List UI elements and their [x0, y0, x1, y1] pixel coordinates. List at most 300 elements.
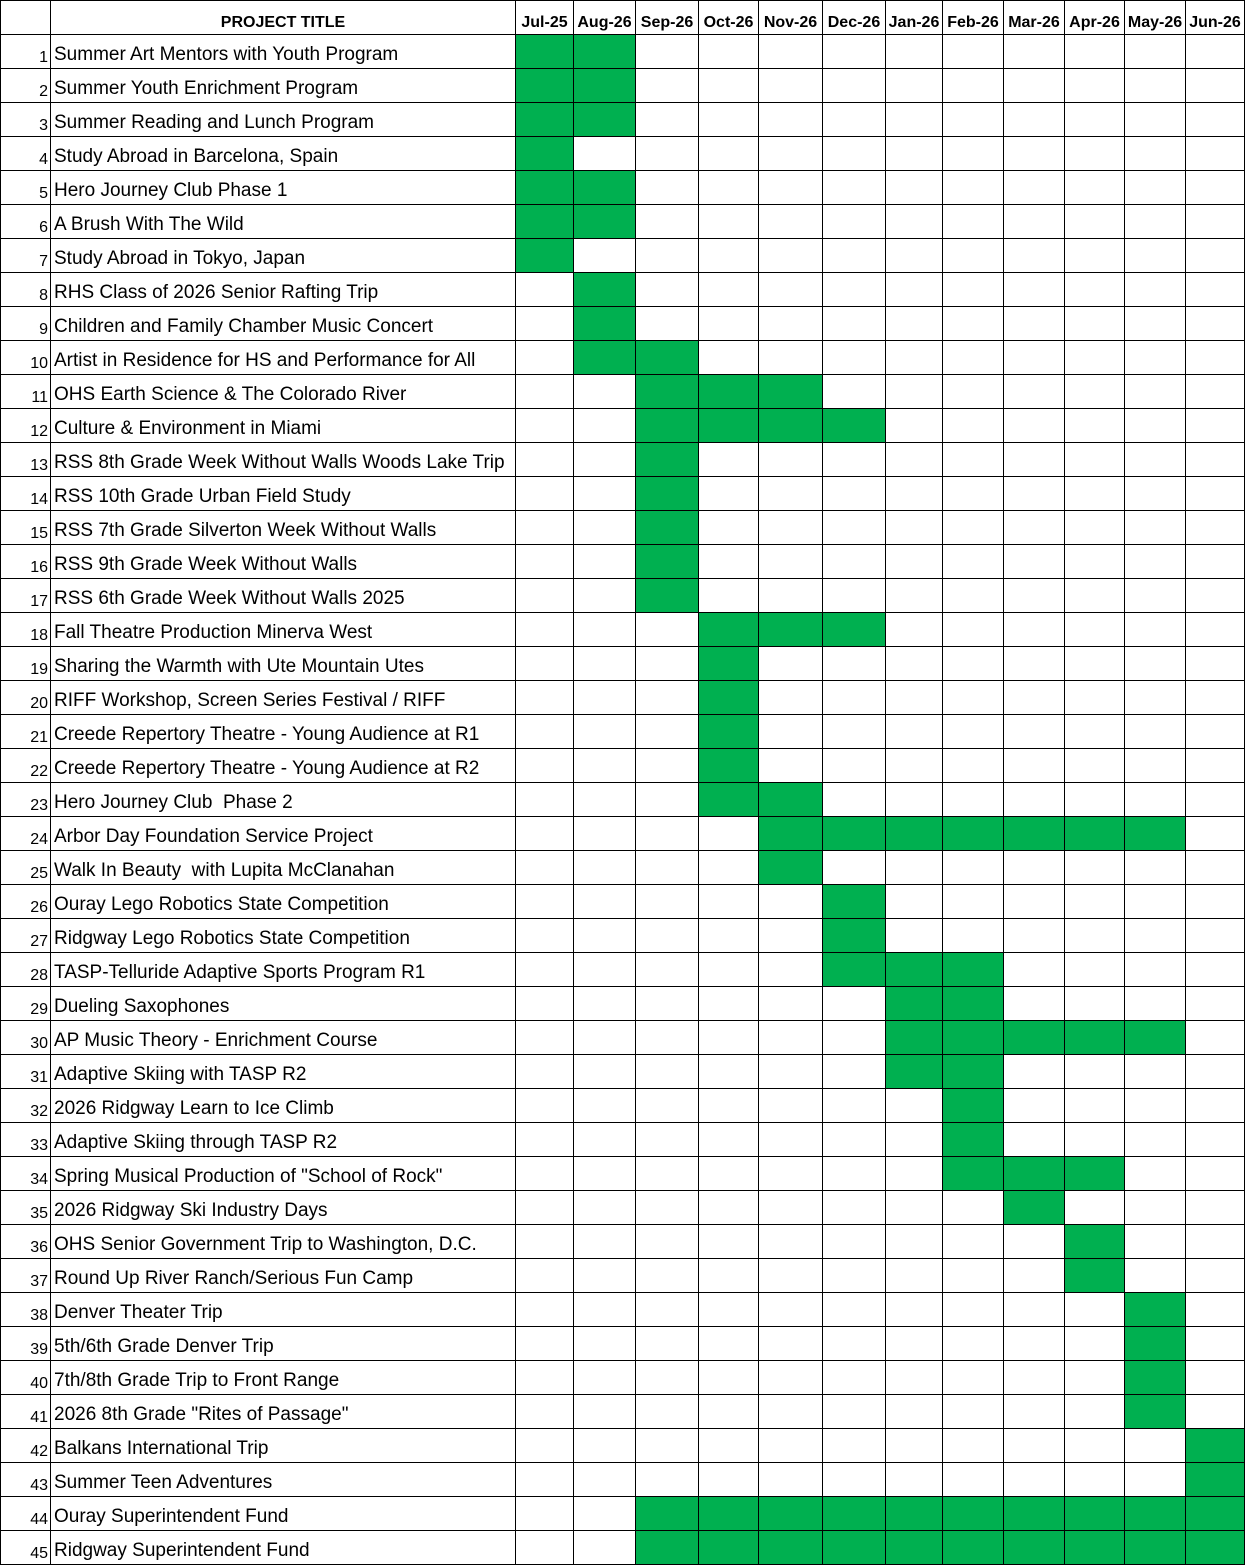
- timeline-cell-active[interactable]: [759, 783, 823, 817]
- timeline-cell[interactable]: [1065, 681, 1125, 715]
- timeline-cell[interactable]: [574, 1429, 636, 1463]
- timeline-cell[interactable]: [823, 171, 886, 205]
- timeline-cell[interactable]: [886, 273, 943, 307]
- timeline-cell[interactable]: [699, 69, 759, 103]
- timeline-cell[interactable]: [516, 715, 574, 749]
- timeline-cell[interactable]: [636, 205, 699, 239]
- timeline-cell[interactable]: [574, 1395, 636, 1429]
- timeline-cell[interactable]: [759, 1429, 823, 1463]
- timeline-cell[interactable]: [943, 783, 1004, 817]
- timeline-cell[interactable]: [1186, 103, 1245, 137]
- timeline-cell[interactable]: [516, 613, 574, 647]
- timeline-cell[interactable]: [574, 647, 636, 681]
- timeline-cell-active[interactable]: [1065, 817, 1125, 851]
- timeline-cell[interactable]: [1004, 1395, 1065, 1429]
- timeline-cell[interactable]: [759, 69, 823, 103]
- timeline-cell[interactable]: [1186, 1157, 1245, 1191]
- row-number[interactable]: 8: [0, 273, 51, 307]
- row-number[interactable]: 43: [0, 1463, 51, 1497]
- timeline-cell[interactable]: [759, 579, 823, 613]
- timeline-cell[interactable]: [886, 579, 943, 613]
- row-number[interactable]: 7: [0, 239, 51, 273]
- timeline-cell[interactable]: [823, 1293, 886, 1327]
- timeline-cell[interactable]: [516, 1123, 574, 1157]
- timeline-cell[interactable]: [1186, 171, 1245, 205]
- timeline-cell[interactable]: [886, 783, 943, 817]
- timeline-cell[interactable]: [574, 239, 636, 273]
- timeline-cell-active[interactable]: [943, 987, 1004, 1021]
- timeline-cell[interactable]: [1186, 1089, 1245, 1123]
- timeline-cell[interactable]: [574, 375, 636, 409]
- timeline-cell[interactable]: [699, 987, 759, 1021]
- timeline-cell[interactable]: [636, 681, 699, 715]
- project-title-cell[interactable]: Balkans International Trip: [51, 1429, 516, 1463]
- timeline-cell[interactable]: [1004, 1463, 1065, 1497]
- project-title-cell[interactable]: Fall Theatre Production Minerva West: [51, 613, 516, 647]
- timeline-cell[interactable]: [1004, 443, 1065, 477]
- timeline-cell[interactable]: [886, 1191, 943, 1225]
- timeline-cell[interactable]: [516, 341, 574, 375]
- timeline-cell[interactable]: [699, 443, 759, 477]
- timeline-cell-active[interactable]: [516, 137, 574, 171]
- timeline-cell[interactable]: [516, 1021, 574, 1055]
- timeline-cell[interactable]: [574, 511, 636, 545]
- timeline-cell-active[interactable]: [699, 1531, 759, 1565]
- timeline-cell[interactable]: [943, 103, 1004, 137]
- timeline-cell[interactable]: [886, 681, 943, 715]
- timeline-cell[interactable]: [1125, 579, 1186, 613]
- timeline-cell[interactable]: [574, 1157, 636, 1191]
- timeline-cell-active[interactable]: [636, 375, 699, 409]
- timeline-cell-active[interactable]: [636, 1531, 699, 1565]
- month-header[interactable]: Jan-26: [886, 0, 943, 35]
- timeline-cell[interactable]: [823, 511, 886, 545]
- project-title-cell[interactable]: Hero Journey Club Phase 2: [51, 783, 516, 817]
- timeline-cell[interactable]: [1065, 1327, 1125, 1361]
- timeline-cell[interactable]: [823, 647, 886, 681]
- timeline-cell[interactable]: [823, 239, 886, 273]
- timeline-cell[interactable]: [636, 783, 699, 817]
- timeline-cell-active[interactable]: [516, 69, 574, 103]
- project-title-cell[interactable]: Sharing the Warmth with Ute Mountain Utes: [51, 647, 516, 681]
- timeline-cell[interactable]: [1125, 919, 1186, 953]
- timeline-cell[interactable]: [823, 1225, 886, 1259]
- timeline-cell-active[interactable]: [636, 545, 699, 579]
- timeline-cell[interactable]: [1004, 239, 1065, 273]
- timeline-cell[interactable]: [1125, 647, 1186, 681]
- timeline-cell-active[interactable]: [1125, 1021, 1186, 1055]
- timeline-cell[interactable]: [823, 273, 886, 307]
- project-title-cell[interactable]: Ridgway Superintendent Fund: [51, 1531, 516, 1565]
- timeline-cell[interactable]: [886, 477, 943, 511]
- timeline-cell-active[interactable]: [943, 1497, 1004, 1531]
- timeline-cell-active[interactable]: [636, 477, 699, 511]
- timeline-cell[interactable]: [699, 477, 759, 511]
- timeline-cell[interactable]: [1065, 1463, 1125, 1497]
- row-number[interactable]: 3: [0, 103, 51, 137]
- timeline-cell[interactable]: [886, 715, 943, 749]
- timeline-cell[interactable]: [1125, 1429, 1186, 1463]
- timeline-cell[interactable]: [636, 69, 699, 103]
- timeline-cell[interactable]: [759, 1395, 823, 1429]
- timeline-cell[interactable]: [1186, 307, 1245, 341]
- timeline-cell[interactable]: [1186, 1021, 1245, 1055]
- timeline-cell[interactable]: [823, 579, 886, 613]
- timeline-cell[interactable]: [699, 817, 759, 851]
- row-number[interactable]: 19: [0, 647, 51, 681]
- project-title-cell[interactable]: OHS Earth Science & The Colorado River: [51, 375, 516, 409]
- timeline-cell-active[interactable]: [636, 511, 699, 545]
- timeline-cell[interactable]: [886, 171, 943, 205]
- timeline-cell-active[interactable]: [823, 919, 886, 953]
- timeline-cell[interactable]: [574, 1463, 636, 1497]
- timeline-cell[interactable]: [699, 1191, 759, 1225]
- timeline-cell[interactable]: [943, 307, 1004, 341]
- timeline-cell[interactable]: [886, 239, 943, 273]
- row-number[interactable]: 23: [0, 783, 51, 817]
- timeline-cell[interactable]: [516, 647, 574, 681]
- timeline-cell[interactable]: [1125, 205, 1186, 239]
- timeline-cell-active[interactable]: [1125, 817, 1186, 851]
- timeline-cell[interactable]: [823, 851, 886, 885]
- timeline-cell[interactable]: [943, 715, 1004, 749]
- timeline-cell[interactable]: [516, 851, 574, 885]
- timeline-cell[interactable]: [1065, 273, 1125, 307]
- timeline-cell[interactable]: [699, 1089, 759, 1123]
- timeline-cell[interactable]: [823, 987, 886, 1021]
- timeline-cell[interactable]: [699, 35, 759, 69]
- timeline-cell-active[interactable]: [636, 341, 699, 375]
- timeline-cell[interactable]: [516, 1395, 574, 1429]
- timeline-cell[interactable]: [574, 919, 636, 953]
- timeline-cell[interactable]: [1004, 1361, 1065, 1395]
- row-number[interactable]: 22: [0, 749, 51, 783]
- timeline-cell-active[interactable]: [516, 171, 574, 205]
- timeline-cell[interactable]: [636, 817, 699, 851]
- timeline-cell-active[interactable]: [574, 205, 636, 239]
- timeline-cell[interactable]: [1004, 1055, 1065, 1089]
- timeline-cell[interactable]: [516, 1055, 574, 1089]
- timeline-cell[interactable]: [574, 1497, 636, 1531]
- timeline-cell[interactable]: [574, 953, 636, 987]
- timeline-cell[interactable]: [886, 1463, 943, 1497]
- timeline-cell[interactable]: [886, 1361, 943, 1395]
- timeline-cell[interactable]: [516, 1089, 574, 1123]
- timeline-cell-active[interactable]: [759, 851, 823, 885]
- timeline-cell[interactable]: [886, 1395, 943, 1429]
- timeline-cell-active[interactable]: [1004, 1021, 1065, 1055]
- project-title-cell[interactable]: A Brush With The Wild: [51, 205, 516, 239]
- timeline-cell-active[interactable]: [823, 1531, 886, 1565]
- timeline-cell[interactable]: [516, 409, 574, 443]
- timeline-cell[interactable]: [943, 35, 1004, 69]
- timeline-cell[interactable]: [516, 1293, 574, 1327]
- row-number[interactable]: 18: [0, 613, 51, 647]
- timeline-cell[interactable]: [1186, 647, 1245, 681]
- timeline-cell[interactable]: [759, 239, 823, 273]
- timeline-cell[interactable]: [886, 205, 943, 239]
- timeline-cell[interactable]: [823, 69, 886, 103]
- timeline-cell[interactable]: [516, 545, 574, 579]
- row-number[interactable]: 6: [0, 205, 51, 239]
- timeline-cell[interactable]: [636, 749, 699, 783]
- timeline-cell[interactable]: [943, 273, 1004, 307]
- project-title-cell[interactable]: Adaptive Skiing with TASP R2: [51, 1055, 516, 1089]
- timeline-cell-active[interactable]: [516, 35, 574, 69]
- month-header[interactable]: Jun-26: [1186, 0, 1245, 35]
- project-title-cell[interactable]: Ouray Superintendent Fund: [51, 1497, 516, 1531]
- timeline-cell[interactable]: [636, 885, 699, 919]
- timeline-cell[interactable]: [1004, 205, 1065, 239]
- timeline-cell[interactable]: [759, 681, 823, 715]
- row-number[interactable]: 35: [0, 1191, 51, 1225]
- project-title-cell[interactable]: RSS 9th Grade Week Without Walls: [51, 545, 516, 579]
- timeline-cell[interactable]: [699, 885, 759, 919]
- timeline-cell[interactable]: [886, 1259, 943, 1293]
- timeline-cell[interactable]: [823, 1191, 886, 1225]
- timeline-cell[interactable]: [699, 1293, 759, 1327]
- timeline-cell[interactable]: [699, 341, 759, 375]
- timeline-cell[interactable]: [1065, 851, 1125, 885]
- project-title-cell[interactable]: RSS 6th Grade Week Without Walls 2025: [51, 579, 516, 613]
- timeline-cell-active[interactable]: [759, 409, 823, 443]
- timeline-cell[interactable]: [1065, 783, 1125, 817]
- timeline-cell[interactable]: [943, 647, 1004, 681]
- timeline-cell[interactable]: [1065, 69, 1125, 103]
- timeline-cell[interactable]: [886, 1089, 943, 1123]
- timeline-cell[interactable]: [636, 1259, 699, 1293]
- timeline-cell[interactable]: [1004, 307, 1065, 341]
- timeline-cell[interactable]: [636, 1225, 699, 1259]
- timeline-cell[interactable]: [574, 545, 636, 579]
- timeline-cell[interactable]: [886, 69, 943, 103]
- timeline-cell[interactable]: [636, 103, 699, 137]
- timeline-cell[interactable]: [1065, 341, 1125, 375]
- timeline-cell[interactable]: [1004, 1293, 1065, 1327]
- timeline-cell[interactable]: [886, 851, 943, 885]
- timeline-cell[interactable]: [699, 137, 759, 171]
- timeline-cell[interactable]: [1186, 1395, 1245, 1429]
- timeline-cell[interactable]: [574, 851, 636, 885]
- row-number[interactable]: 10: [0, 341, 51, 375]
- timeline-cell[interactable]: [1065, 885, 1125, 919]
- timeline-cell[interactable]: [823, 545, 886, 579]
- timeline-cell[interactable]: [1065, 987, 1125, 1021]
- timeline-cell[interactable]: [943, 1293, 1004, 1327]
- timeline-cell[interactable]: [759, 545, 823, 579]
- timeline-cell[interactable]: [943, 443, 1004, 477]
- timeline-cell[interactable]: [1186, 919, 1245, 953]
- timeline-cell[interactable]: [1065, 1123, 1125, 1157]
- timeline-cell[interactable]: [1186, 511, 1245, 545]
- timeline-cell[interactable]: [516, 1191, 574, 1225]
- timeline-cell[interactable]: [574, 1021, 636, 1055]
- timeline-cell-active[interactable]: [886, 817, 943, 851]
- timeline-cell[interactable]: [1125, 69, 1186, 103]
- timeline-cell[interactable]: [1186, 1293, 1245, 1327]
- timeline-cell[interactable]: [1004, 613, 1065, 647]
- timeline-cell[interactable]: [943, 1361, 1004, 1395]
- timeline-cell-active[interactable]: [636, 409, 699, 443]
- timeline-cell[interactable]: [943, 579, 1004, 613]
- timeline-cell[interactable]: [1186, 613, 1245, 647]
- timeline-cell[interactable]: [823, 35, 886, 69]
- timeline-cell[interactable]: [943, 1191, 1004, 1225]
- timeline-cell[interactable]: [823, 443, 886, 477]
- timeline-cell[interactable]: [516, 817, 574, 851]
- timeline-cell[interactable]: [1186, 341, 1245, 375]
- row-number[interactable]: 20: [0, 681, 51, 715]
- timeline-cell-active[interactable]: [943, 1157, 1004, 1191]
- timeline-cell[interactable]: [759, 885, 823, 919]
- row-number[interactable]: 27: [0, 919, 51, 953]
- row-number[interactable]: 16: [0, 545, 51, 579]
- timeline-cell[interactable]: [1065, 1395, 1125, 1429]
- timeline-cell[interactable]: [1004, 273, 1065, 307]
- timeline-cell[interactable]: [1065, 749, 1125, 783]
- timeline-cell[interactable]: [574, 1361, 636, 1395]
- timeline-cell[interactable]: [759, 1089, 823, 1123]
- row-number[interactable]: 45: [0, 1531, 51, 1565]
- timeline-cell[interactable]: [759, 103, 823, 137]
- timeline-cell[interactable]: [759, 1293, 823, 1327]
- timeline-cell[interactable]: [1186, 885, 1245, 919]
- timeline-cell[interactable]: [636, 1395, 699, 1429]
- timeline-cell[interactable]: [1125, 273, 1186, 307]
- timeline-cell-active[interactable]: [943, 1531, 1004, 1565]
- project-title-cell[interactable]: Creede Repertory Theatre - Young Audience at R2: [51, 749, 516, 783]
- timeline-cell[interactable]: [516, 919, 574, 953]
- timeline-cell[interactable]: [516, 1361, 574, 1395]
- timeline-cell-active[interactable]: [1004, 1531, 1065, 1565]
- timeline-cell[interactable]: [636, 171, 699, 205]
- timeline-cell[interactable]: [699, 1395, 759, 1429]
- timeline-cell[interactable]: [943, 171, 1004, 205]
- timeline-cell-active[interactable]: [516, 239, 574, 273]
- timeline-cell[interactable]: [886, 341, 943, 375]
- timeline-cell[interactable]: [516, 885, 574, 919]
- month-header[interactable]: Nov-26: [759, 0, 823, 35]
- timeline-cell[interactable]: [1186, 1123, 1245, 1157]
- timeline-cell[interactable]: [886, 35, 943, 69]
- row-number[interactable]: 12: [0, 409, 51, 443]
- timeline-cell[interactable]: [759, 1191, 823, 1225]
- timeline-cell[interactable]: [823, 1021, 886, 1055]
- timeline-cell[interactable]: [943, 1225, 1004, 1259]
- timeline-cell-active[interactable]: [943, 953, 1004, 987]
- timeline-cell[interactable]: [1004, 341, 1065, 375]
- timeline-cell[interactable]: [516, 987, 574, 1021]
- timeline-cell[interactable]: [699, 545, 759, 579]
- timeline-cell-active[interactable]: [574, 171, 636, 205]
- timeline-cell[interactable]: [759, 749, 823, 783]
- timeline-cell[interactable]: [1186, 987, 1245, 1021]
- timeline-cell[interactable]: [886, 1123, 943, 1157]
- timeline-cell[interactable]: [699, 1021, 759, 1055]
- timeline-cell[interactable]: [759, 1361, 823, 1395]
- timeline-cell[interactable]: [1065, 137, 1125, 171]
- project-title-cell[interactable]: 2026 Ridgway Learn to Ice Climb: [51, 1089, 516, 1123]
- project-title-cell[interactable]: OHS Senior Government Trip to Washington, D.C.: [51, 1225, 516, 1259]
- row-number[interactable]: 5: [0, 171, 51, 205]
- timeline-cell[interactable]: [699, 171, 759, 205]
- timeline-cell[interactable]: [886, 1293, 943, 1327]
- timeline-cell[interactable]: [1125, 307, 1186, 341]
- timeline-cell-active[interactable]: [574, 69, 636, 103]
- timeline-cell-active[interactable]: [699, 613, 759, 647]
- timeline-cell[interactable]: [759, 35, 823, 69]
- timeline-cell[interactable]: [1186, 477, 1245, 511]
- timeline-cell[interactable]: [516, 1225, 574, 1259]
- month-header[interactable]: Jul-25: [516, 0, 574, 35]
- row-number[interactable]: 30: [0, 1021, 51, 1055]
- timeline-cell[interactable]: [574, 987, 636, 1021]
- project-title-cell[interactable]: Creede Repertory Theatre - Young Audience at R1: [51, 715, 516, 749]
- timeline-cell[interactable]: [886, 545, 943, 579]
- timeline-cell-active[interactable]: [886, 1497, 943, 1531]
- timeline-cell[interactable]: [636, 851, 699, 885]
- timeline-cell[interactable]: [1004, 885, 1065, 919]
- timeline-cell[interactable]: [823, 1055, 886, 1089]
- timeline-cell[interactable]: [636, 239, 699, 273]
- timeline-cell[interactable]: [1186, 137, 1245, 171]
- timeline-cell[interactable]: [516, 579, 574, 613]
- timeline-cell[interactable]: [574, 579, 636, 613]
- row-number[interactable]: 36: [0, 1225, 51, 1259]
- timeline-cell[interactable]: [943, 477, 1004, 511]
- row-number[interactable]: 38: [0, 1293, 51, 1327]
- timeline-cell[interactable]: [1065, 613, 1125, 647]
- project-title-cell[interactable]: Hero Journey Club Phase 1: [51, 171, 516, 205]
- project-title-cell[interactable]: Summer Teen Adventures: [51, 1463, 516, 1497]
- timeline-cell[interactable]: [1186, 1191, 1245, 1225]
- row-number[interactable]: 40: [0, 1361, 51, 1395]
- timeline-cell-active[interactable]: [516, 103, 574, 137]
- timeline-cell[interactable]: [1125, 613, 1186, 647]
- timeline-cell-active[interactable]: [699, 1497, 759, 1531]
- month-header[interactable]: Sep-26: [636, 0, 699, 35]
- timeline-cell-active[interactable]: [636, 1497, 699, 1531]
- timeline-cell[interactable]: [886, 103, 943, 137]
- timeline-cell[interactable]: [1125, 35, 1186, 69]
- timeline-cell[interactable]: [1065, 171, 1125, 205]
- timeline-cell[interactable]: [636, 1463, 699, 1497]
- row-number[interactable]: 29: [0, 987, 51, 1021]
- timeline-cell[interactable]: [1125, 511, 1186, 545]
- timeline-cell-active[interactable]: [699, 749, 759, 783]
- timeline-cell[interactable]: [1125, 103, 1186, 137]
- timeline-cell[interactable]: [516, 273, 574, 307]
- timeline-cell-active[interactable]: [699, 409, 759, 443]
- timeline-cell[interactable]: [1125, 409, 1186, 443]
- timeline-cell-active[interactable]: [943, 1055, 1004, 1089]
- timeline-cell[interactable]: [516, 443, 574, 477]
- timeline-cell[interactable]: [1004, 579, 1065, 613]
- timeline-cell[interactable]: [1186, 35, 1245, 69]
- timeline-cell[interactable]: [636, 1123, 699, 1157]
- timeline-cell[interactable]: [1004, 409, 1065, 443]
- timeline-cell[interactable]: [886, 409, 943, 443]
- timeline-cell[interactable]: [574, 783, 636, 817]
- timeline-cell-active[interactable]: [636, 579, 699, 613]
- timeline-cell[interactable]: [699, 307, 759, 341]
- project-title-cell[interactable]: Round Up River Ranch/Serious Fun Camp: [51, 1259, 516, 1293]
- timeline-cell[interactable]: [943, 205, 1004, 239]
- timeline-cell[interactable]: [1125, 443, 1186, 477]
- timeline-cell[interactable]: [699, 579, 759, 613]
- timeline-cell[interactable]: [699, 205, 759, 239]
- timeline-cell-active[interactable]: [759, 1531, 823, 1565]
